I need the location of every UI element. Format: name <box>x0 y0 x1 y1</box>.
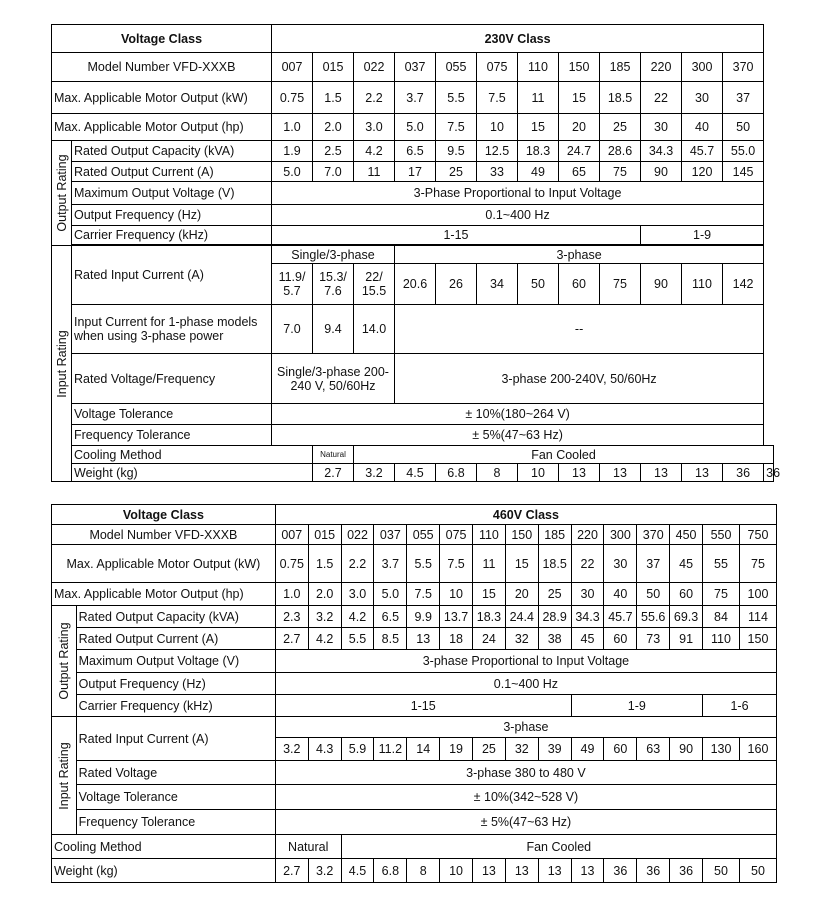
output-current-cell: 5.0 <box>272 162 313 182</box>
motor-kw-cell: 18.5 <box>600 82 641 114</box>
model-number-cell: 370 <box>723 53 764 82</box>
weight-cell: 13 <box>641 464 682 482</box>
single-phase-input-current-na: -- <box>395 305 764 354</box>
output-current-cell: 90 <box>641 162 682 182</box>
weight-label: Weight (kg) <box>52 859 276 883</box>
max-output-voltage-label: Maximum Output Voltage (V) <box>76 650 275 673</box>
model-number-cell: 300 <box>682 53 723 82</box>
motor-kw-cell: 2.2 <box>354 82 395 114</box>
model-number-cell: 110 <box>518 53 559 82</box>
motor-kw-cell: 37 <box>637 545 670 583</box>
cooling-method-label: Cooling Method <box>72 446 313 464</box>
weight-cell: 8 <box>477 464 518 482</box>
carrier-frequency-value: 1-15 <box>275 695 571 717</box>
weight-cell: 4.5 <box>341 859 374 883</box>
model-number-cell: 007 <box>272 53 313 82</box>
motor-hp-cell: 3.0 <box>354 114 395 141</box>
model-number-cell: 450 <box>670 525 703 545</box>
spec-table-230v <box>51 24 781 482</box>
output-current-cell: 32 <box>505 628 538 650</box>
cooling-natural: Natural <box>275 835 341 859</box>
model-number-cell: 015 <box>308 525 341 545</box>
model-number-cell: 055 <box>407 525 440 545</box>
motor-kw-cell: 0.75 <box>272 82 313 114</box>
motor-hp-cell: 1.0 <box>272 114 313 141</box>
output-frequency-value: 0.1~400 Hz <box>272 205 764 226</box>
output-capacity-cell: 28.9 <box>538 606 571 628</box>
motor-kw-cell: 5.5 <box>436 82 477 114</box>
motor-hp-cell: 25 <box>538 583 571 606</box>
weight-cell: 2.7 <box>275 859 308 883</box>
weight-cell: 36 <box>637 859 670 883</box>
weight-cell: 10 <box>440 859 473 883</box>
output-current-cell: 110 <box>703 628 740 650</box>
rated-voltage-label: Rated Voltage <box>76 761 275 785</box>
output-current-cell: 65 <box>559 162 600 182</box>
motor-hp-cell: 60 <box>670 583 703 606</box>
voltage-class-value: 230V Class <box>272 25 764 53</box>
rated-input-current-cell: 75 <box>600 264 641 305</box>
output-capacity-cell: 69.3 <box>670 606 703 628</box>
model-number-cell: 110 <box>473 525 506 545</box>
input-phase-three: 3-phase <box>395 246 764 264</box>
motor-hp-cell: 40 <box>604 583 637 606</box>
weight-cell: 13 <box>505 859 538 883</box>
model-number-cell: 550 <box>703 525 740 545</box>
output-capacity-cell: 2.5 <box>313 141 354 162</box>
output-current-cell: 11 <box>354 162 395 182</box>
motor-hp-cell: 10 <box>477 114 518 141</box>
motor-hp-cell: 30 <box>641 114 682 141</box>
rated-input-current-cell: 25 <box>473 738 506 761</box>
output-capacity-cell: 1.9 <box>272 141 313 162</box>
output-current-cell: 5.5 <box>341 628 374 650</box>
rated-input-current-cell: 14 <box>407 738 440 761</box>
output-current-cell: 25 <box>436 162 477 182</box>
input-rating-group-label: Input Rating <box>52 717 77 835</box>
motor-kw-cell: 30 <box>682 82 723 114</box>
output-current-label: Rated Output Current (A) <box>72 162 272 182</box>
rated-input-current-cell: 160 <box>739 738 776 761</box>
carrier-frequency-value: 1-9 <box>641 226 764 245</box>
rated-input-current-cell: 63 <box>637 738 670 761</box>
weight-cell: 13 <box>538 859 571 883</box>
model-number-cell: 300 <box>604 525 637 545</box>
model-number-label: Model Number VFD-XXXB <box>52 525 276 545</box>
motor-hp-cell: 30 <box>571 583 604 606</box>
output-frequency-label: Output Frequency (Hz) <box>76 673 275 695</box>
rated-input-current-cell: 130 <box>703 738 740 761</box>
output-frequency-value: 0.1~400 Hz <box>275 673 776 695</box>
output-capacity-cell: 2.3 <box>275 606 308 628</box>
output-current-label: Rated Output Current (A) <box>76 628 275 650</box>
motor-kw-cell: 3.7 <box>395 82 436 114</box>
model-number-cell: 055 <box>436 53 477 82</box>
rated-input-current-cell: 19 <box>440 738 473 761</box>
output-capacity-cell: 45.7 <box>682 141 723 162</box>
output-current-cell: 49 <box>518 162 559 182</box>
output-current-cell: 75 <box>600 162 641 182</box>
motor-hp-label: Max. Applicable Motor Output (hp) <box>52 583 276 606</box>
carrier-frequency-value: 1-9 <box>571 695 702 717</box>
model-number-cell: 150 <box>505 525 538 545</box>
output-rating-group-label: Output Rating <box>52 141 72 246</box>
output-capacity-cell: 18.3 <box>518 141 559 162</box>
output-capacity-cell: 84 <box>703 606 740 628</box>
input-rating-group-label: Input Rating <box>52 246 72 482</box>
frequency-tolerance-label: Frequency Tolerance <box>76 810 275 835</box>
voltage-class-value: 460V Class <box>275 505 776 525</box>
single-phase-input-current-label: Input Current for 1-phase models when using 3-phase power <box>72 305 272 354</box>
frequency-tolerance-value: ± 5%(47~63 Hz) <box>272 425 764 446</box>
cooling-natural: Natural <box>313 446 354 464</box>
output-current-cell: 120 <box>682 162 723 182</box>
output-capacity-cell: 24.7 <box>559 141 600 162</box>
motor-kw-cell: 3.7 <box>374 545 407 583</box>
motor-hp-cell: 10 <box>440 583 473 606</box>
model-number-cell: 185 <box>600 53 641 82</box>
motor-hp-cell: 75 <box>703 583 740 606</box>
motor-kw-cell: 1.5 <box>308 545 341 583</box>
motor-hp-cell: 3.0 <box>341 583 374 606</box>
single-phase-input-current-cell: 9.4 <box>313 305 354 354</box>
motor-kw-cell: 11 <box>473 545 506 583</box>
weight-cell: 13 <box>682 464 723 482</box>
rated-input-current-cell: 110 <box>682 264 723 305</box>
cooling-fan: Fan Cooled <box>354 446 774 464</box>
weight-cell: 13 <box>559 464 600 482</box>
voltage-class-label: Voltage Class <box>52 505 276 525</box>
rated-input-current-cell: 5.9 <box>341 738 374 761</box>
output-capacity-cell: 45.7 <box>604 606 637 628</box>
rated-input-current-cell: 15.3/ 7.6 <box>313 264 354 305</box>
output-capacity-cell: 18.3 <box>473 606 506 628</box>
carrier-frequency-value: 1-6 <box>703 695 777 717</box>
motor-kw-cell: 22 <box>571 545 604 583</box>
cooling-fan: Fan Cooled <box>341 835 776 859</box>
motor-hp-cell: 25 <box>600 114 641 141</box>
rated-input-current-cell: 50 <box>518 264 559 305</box>
motor-kw-cell: 2.2 <box>341 545 374 583</box>
motor-kw-label: Max. Applicable Motor Output (kW) <box>52 545 276 583</box>
output-current-cell: 73 <box>637 628 670 650</box>
rated-input-current-cell: 90 <box>670 738 703 761</box>
weight-cell: 36 <box>723 464 764 482</box>
motor-hp-cell: 15 <box>473 583 506 606</box>
motor-kw-cell: 30 <box>604 545 637 583</box>
motor-hp-cell: 50 <box>723 114 764 141</box>
motor-kw-label: Max. Applicable Motor Output (kW) <box>52 82 272 114</box>
motor-kw-cell: 5.5 <box>407 545 440 583</box>
motor-hp-cell: 1.0 <box>275 583 308 606</box>
rated-input-current-cell: 49 <box>571 738 604 761</box>
motor-hp-cell: 20 <box>505 583 538 606</box>
output-capacity-cell: 55.6 <box>637 606 670 628</box>
voltage-tolerance-value: ± 10%(342~528 V) <box>275 785 776 810</box>
rated-voltage-frequency-three: 3-phase 200-240V, 50/60Hz <box>395 354 764 404</box>
output-current-cell: 17 <box>395 162 436 182</box>
motor-kw-cell: 7.5 <box>477 82 518 114</box>
model-number-cell: 022 <box>354 53 395 82</box>
output-capacity-cell: 6.5 <box>395 141 436 162</box>
output-current-cell: 91 <box>670 628 703 650</box>
rated-input-current-cell: 60 <box>604 738 637 761</box>
model-number-cell: 750 <box>739 525 776 545</box>
output-current-cell: 33 <box>477 162 518 182</box>
model-number-cell: 370 <box>637 525 670 545</box>
max-output-voltage-value: 3-Phase Proportional to Input Voltage <box>272 182 764 205</box>
voltage-class-label: Voltage Class <box>52 25 272 53</box>
weight-cell: 13 <box>600 464 641 482</box>
spec-table-460v <box>51 504 777 883</box>
rated-input-current-cell: 22/ 15.5 <box>354 264 395 305</box>
output-capacity-cell: 12.5 <box>477 141 518 162</box>
motor-hp-cell: 7.5 <box>436 114 477 141</box>
motor-hp-label: Max. Applicable Motor Output (hp) <box>52 114 272 141</box>
motor-kw-cell: 18.5 <box>538 545 571 583</box>
weight-cell: 13 <box>473 859 506 883</box>
weight-label: Weight (kg) <box>72 464 313 482</box>
carrier-frequency-label: Carrier Frequency (kHz) <box>76 695 275 717</box>
model-number-cell: 015 <box>313 53 354 82</box>
motor-hp-cell: 20 <box>559 114 600 141</box>
model-number-cell: 185 <box>538 525 571 545</box>
output-capacity-cell: 34.3 <box>641 141 682 162</box>
output-capacity-cell: 24.4 <box>505 606 538 628</box>
weight-cell: 36 <box>670 859 703 883</box>
output-current-cell: 7.0 <box>313 162 354 182</box>
model-number-label: Model Number VFD-XXXB <box>52 53 272 82</box>
output-current-cell: 38 <box>538 628 571 650</box>
weight-cell: 6.8 <box>374 859 407 883</box>
weight-cell: 13 <box>571 859 604 883</box>
max-output-voltage-label: Maximum Output Voltage (V) <box>72 182 272 205</box>
motor-hp-cell: 2.0 <box>313 114 354 141</box>
motor-kw-cell: 75 <box>739 545 776 583</box>
weight-cell: 2.7 <box>313 464 354 482</box>
output-current-cell: 24 <box>473 628 506 650</box>
output-current-cell: 18 <box>440 628 473 650</box>
weight-cell: 8 <box>407 859 440 883</box>
model-number-cell: 007 <box>275 525 308 545</box>
model-number-cell: 022 <box>341 525 374 545</box>
carrier-frequency-value: 1-15 <box>272 226 641 245</box>
output-capacity-label: Rated Output Capacity (kVA) <box>76 606 275 628</box>
input-phase-single: Single/3-phase <box>272 246 395 264</box>
rated-input-current-cell: 32 <box>505 738 538 761</box>
motor-kw-cell: 15 <box>505 545 538 583</box>
output-capacity-cell: 3.2 <box>308 606 341 628</box>
motor-kw-cell: 7.5 <box>440 545 473 583</box>
motor-hp-cell: 100 <box>739 583 776 606</box>
rated-input-current-cell: 4.3 <box>308 738 341 761</box>
carrier-frequency-label: Carrier Frequency (kHz) <box>72 226 272 245</box>
weight-cell: 10 <box>518 464 559 482</box>
motor-hp-cell: 5.0 <box>395 114 436 141</box>
weight-cell: 50 <box>739 859 776 883</box>
rated-input-current-cell: 60 <box>559 264 600 305</box>
motor-kw-cell: 11 <box>518 82 559 114</box>
rated-input-current-cell: 90 <box>641 264 682 305</box>
output-frequency-label: Output Frequency (Hz) <box>72 205 272 226</box>
voltage-tolerance-label: Voltage Tolerance <box>76 785 275 810</box>
motor-kw-cell: 0.75 <box>275 545 308 583</box>
output-capacity-cell: 6.5 <box>374 606 407 628</box>
weight-cell: 6.8 <box>436 464 477 482</box>
model-number-cell: 220 <box>571 525 604 545</box>
output-capacity-cell: 34.3 <box>571 606 604 628</box>
motor-kw-cell: 1.5 <box>313 82 354 114</box>
weight-cell: 4.5 <box>395 464 436 482</box>
rated-voltage-value: 3-phase 380 to 480 V <box>275 761 776 785</box>
single-phase-input-current-cell: 14.0 <box>354 305 395 354</box>
weight-cell: 36 <box>764 464 774 482</box>
voltage-tolerance-label: Voltage Tolerance <box>72 404 272 425</box>
model-number-cell: 037 <box>374 525 407 545</box>
output-current-cell: 60 <box>604 628 637 650</box>
output-capacity-label: Rated Output Capacity (kVA) <box>72 141 272 162</box>
motor-hp-cell: 2.0 <box>308 583 341 606</box>
output-capacity-cell: 4.2 <box>341 606 374 628</box>
rated-input-current-cell: 11.9/ 5.7 <box>272 264 313 305</box>
weight-cell: 50 <box>703 859 740 883</box>
model-number-cell: 150 <box>559 53 600 82</box>
cooling-method-label: Cooling Method <box>52 835 276 859</box>
output-current-cell: 4.2 <box>308 628 341 650</box>
motor-kw-cell: 22 <box>641 82 682 114</box>
rated-input-current-label: Rated Input Current (A) <box>72 246 272 305</box>
output-capacity-cell: 114 <box>739 606 776 628</box>
input-phase-three: 3-phase <box>275 717 776 738</box>
rated-input-current-cell: 3.2 <box>275 738 308 761</box>
max-output-voltage-value: 3-phase Proportional to Input Voltage <box>275 650 776 673</box>
frequency-tolerance-label: Frequency Tolerance <box>72 425 272 446</box>
model-number-cell: 220 <box>641 53 682 82</box>
output-current-cell: 2.7 <box>275 628 308 650</box>
rated-voltage-frequency-single: Single/3-phase 200-240 V, 50/60Hz <box>272 354 395 404</box>
output-capacity-cell: 9.9 <box>407 606 440 628</box>
weight-cell: 3.2 <box>354 464 395 482</box>
rated-input-current-cell: 34 <box>477 264 518 305</box>
rated-input-current-cell: 39 <box>538 738 571 761</box>
motor-hp-cell: 5.0 <box>374 583 407 606</box>
output-capacity-cell: 28.6 <box>600 141 641 162</box>
weight-cell: 36 <box>604 859 637 883</box>
output-current-cell: 150 <box>739 628 776 650</box>
output-current-cell: 145 <box>723 162 764 182</box>
model-number-cell: 075 <box>440 525 473 545</box>
rated-input-current-label: Rated Input Current (A) <box>76 717 275 761</box>
rated-input-current-cell: 20.6 <box>395 264 436 305</box>
output-capacity-cell: 55.0 <box>723 141 764 162</box>
frequency-tolerance-value: ± 5%(47~63 Hz) <box>275 810 776 835</box>
output-rating-group-label: Output Rating <box>52 606 77 717</box>
rated-input-current-cell: 11.2 <box>374 738 407 761</box>
motor-hp-cell: 15 <box>518 114 559 141</box>
motor-hp-cell: 40 <box>682 114 723 141</box>
output-current-cell: 8.5 <box>374 628 407 650</box>
single-phase-input-current-cell: 7.0 <box>272 305 313 354</box>
output-current-cell: 13 <box>407 628 440 650</box>
model-number-cell: 075 <box>477 53 518 82</box>
rated-voltage-frequency-label: Rated Voltage/Frequency <box>72 354 272 404</box>
output-current-cell: 45 <box>571 628 604 650</box>
output-capacity-cell: 9.5 <box>436 141 477 162</box>
rated-input-current-cell: 26 <box>436 264 477 305</box>
motor-kw-cell: 15 <box>559 82 600 114</box>
motor-kw-cell: 37 <box>723 82 764 114</box>
rated-input-current-cell: 142 <box>723 264 764 305</box>
motor-hp-cell: 50 <box>637 583 670 606</box>
weight-cell: 3.2 <box>308 859 341 883</box>
voltage-tolerance-value: ± 10%(180~264 V) <box>272 404 764 425</box>
motor-hp-cell: 7.5 <box>407 583 440 606</box>
motor-kw-cell: 45 <box>670 545 703 583</box>
output-capacity-cell: 4.2 <box>354 141 395 162</box>
output-capacity-cell: 13.7 <box>440 606 473 628</box>
model-number-cell: 037 <box>395 53 436 82</box>
motor-kw-cell: 55 <box>703 545 740 583</box>
